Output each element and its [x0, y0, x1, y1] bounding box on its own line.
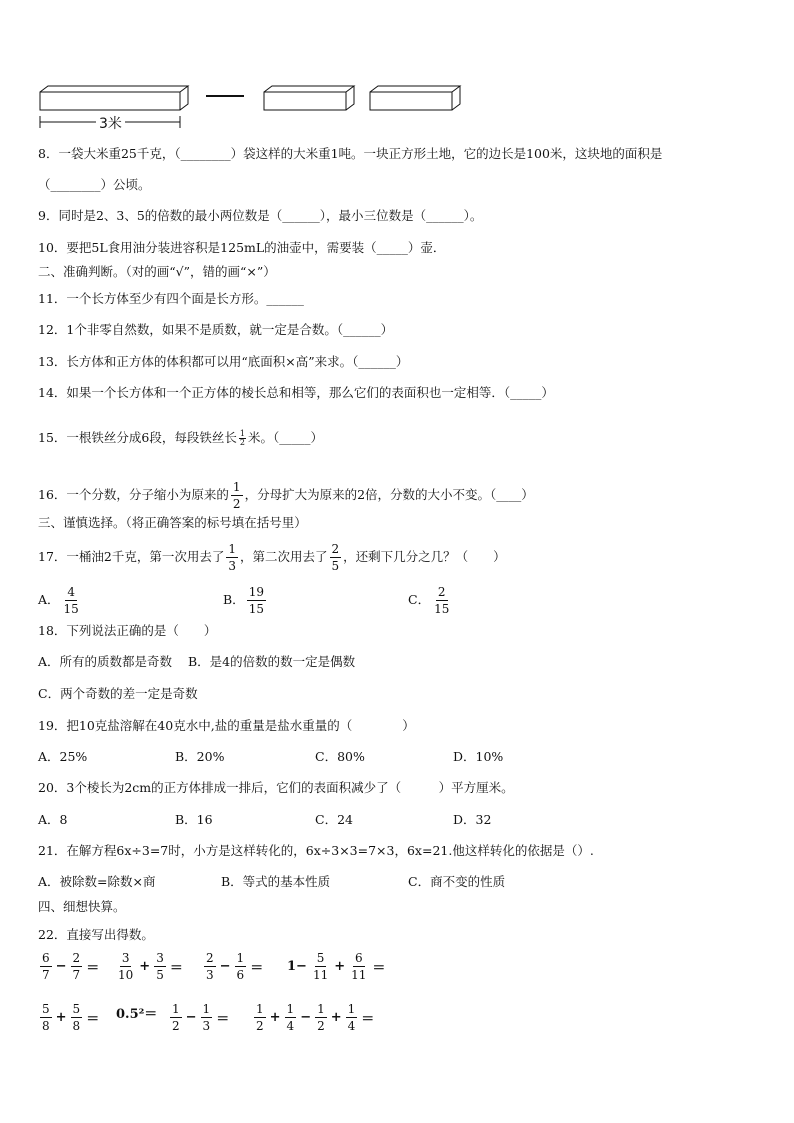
option-a[interactable]: A．25% — [38, 749, 88, 764]
fraction: $\frac{1}{3}$ — [202, 1002, 211, 1033]
q15: 15．一根铁丝分成6段，每段铁丝长 $\frac{1}{2}$ 米。（_____） — [38, 429, 323, 447]
fraction: $\frac{6}{7}$ — [42, 951, 50, 982]
fraction: $\frac{5}{8}$ — [72, 1002, 81, 1033]
q8-line2: （________）公顷。 — [38, 177, 151, 192]
q18: 18．下列说法正确的是（ ） — [38, 623, 217, 638]
calc-row-2 — [38, 1003, 758, 1043]
q20: 20．3个棱长为2cm的正方体排成一排后，它们的表面积减少了（ ）平方厘米。 — [38, 780, 514, 795]
option-b[interactable]: B．等式的基本性质 — [221, 874, 331, 889]
option-c[interactable]: C．24 — [315, 812, 353, 827]
calc-expression: 1− $\frac{5}{11}$ + $\frac{6}{11}$ ＝ — [287, 951, 386, 982]
q20-options — [38, 810, 491, 830]
q13: 13．长方体和正方体的体积都可以用“底面积×高”来求。（______） — [38, 354, 409, 369]
fraction: $\frac{1}{6}$ — [236, 951, 245, 982]
option-a[interactable]: A． $\frac{4}{15}$ — [38, 585, 79, 616]
fraction: $\frac{1}{4}$ — [286, 1002, 295, 1033]
q10: 10．要把5L食用油分装进容积是125mL的油壶中，需要装（_____）壶． — [38, 240, 446, 255]
option-a[interactable]: A．8 — [38, 812, 68, 827]
fraction: $\frac{3}{5}$ — [156, 951, 164, 982]
calc-expression: $\frac{2}{3}$ − $\frac{1}{6}$ ＝ — [206, 951, 264, 982]
option-a[interactable]: A．被除数=除数×商 — [38, 874, 156, 889]
fraction: $\frac{2}{3}$ — [206, 951, 214, 982]
fraction: $\frac{1}{3}$ — [228, 542, 236, 573]
option-c[interactable]: C．80% — [315, 749, 365, 764]
fraction: $\frac{2}{7}$ — [72, 951, 81, 982]
option-b[interactable]: B．20% — [175, 749, 225, 764]
fraction: $\frac{1}{2}$ — [172, 1002, 180, 1033]
q17: 17．一桶油2千克，第一次用去了 $\frac{1}{3}$ ，第二次用去了 $\frac{2}{5}$ ，还剩下几分之几？（ ） — [38, 542, 506, 573]
q19-options — [38, 747, 503, 767]
calc-expression: $\frac{1}{2}$ + $\frac{1}{4}$ − $\frac{1}{2}$ + $\frac{1}{4}$ ＝ — [256, 1002, 375, 1033]
option-b[interactable]: B．16 — [175, 812, 213, 827]
fraction: $\frac{1}{4}$ — [347, 1002, 356, 1033]
calc-expression: $\frac{3}{10}$ + $\frac{3}{5}$ ＝ — [118, 951, 183, 982]
option-c[interactable]: C． $\frac{2}{15}$ — [408, 585, 450, 616]
fraction: $\frac{5}{11}$ — [312, 951, 329, 982]
calc-row-1 — [38, 952, 758, 992]
fraction: $\frac{6}{11}$ — [351, 951, 367, 982]
q19: 19．把10克盐溶解在40克水中,盐的重量是盐水重量的（ ） — [38, 718, 415, 733]
q8-line1: 8．一袋大米重25千克，（________）袋这样的大米重1吨。一块正方形土地，它的边长是100米，这块地的面积是 — [38, 146, 663, 161]
q21: 21．在解方程6x÷3=7时，小方是这样转化的，6x÷3×3=7×3，6x=21.他这样转化的依据是（）. — [38, 843, 594, 858]
fraction: $\frac{1}{2}$ — [317, 1002, 325, 1033]
option-b[interactable]: B．是4的倍数的数一定是偶数 — [188, 654, 356, 669]
fraction: $\frac{1}{2}$ — [232, 480, 241, 511]
calc-expression: $\frac{6}{7}$ − $\frac{2}{7}$ ＝ — [42, 951, 100, 982]
calc-expression: 0.5²＝ — [116, 1007, 158, 1022]
fraction: $\frac{1}{2}$ — [256, 1002, 264, 1033]
q22: 22．直接写出得数。 — [38, 927, 154, 942]
fraction: $\frac{5}{8}$ — [42, 1002, 50, 1033]
section-2-heading: 二、准确判断。（对的画“√”，错的画“×”） — [38, 264, 276, 279]
q11: 11．一个长方体至少有四个面是长方形。______ — [38, 291, 304, 306]
option-d[interactable]: D．10% — [453, 749, 504, 764]
fraction: $\frac{2}{5}$ — [331, 542, 340, 573]
fraction: $\frac{3}{10}$ — [118, 951, 134, 982]
calc-expression: $\frac{5}{8}$ + $\frac{5}{8}$ ＝ — [42, 1002, 100, 1033]
q17-options — [38, 586, 453, 615]
section-3-heading: 三、谨慎选择。（将正确答案的标号填在括号里） — [38, 515, 307, 530]
q9: 9．同时是2、3、5的倍数的最小两位数是（______），最小三位数是（______）。 — [38, 208, 483, 223]
q14: 14．如果一个长方体和一个正方体的棱长总和相等，那么它们的表面积也一定相等．（_____） — [38, 385, 554, 400]
q18-option-c[interactable]: C．两个奇数的差一定是奇数 — [38, 686, 198, 701]
q12: 12．1个非零自然数，如果不是质数，就一定是合数。（______） — [38, 322, 394, 337]
q16: 16．一个分数，分子缩小为原来的 $\frac{1}{2}$ ，分母扩大为原来的2倍，分数的大小不变。（____） — [38, 480, 534, 511]
q18-options — [38, 652, 355, 672]
option-a[interactable]: A．所有的质数都是奇数 — [38, 654, 173, 669]
dimension-label: 3米 — [96, 113, 125, 133]
option-d[interactable]: D．32 — [453, 812, 492, 827]
calc-expression: $\frac{1}{2}$ − $\frac{1}{3}$ ＝ — [172, 1002, 230, 1033]
q21-options — [38, 872, 505, 892]
fraction: $\frac{1}{2}$ — [239, 429, 245, 447]
option-b[interactable]: B． $\frac{19}{15}$ — [223, 585, 264, 616]
option-c[interactable]: C．商不变的性质 — [408, 874, 506, 889]
section-4-heading: 四、细想快算。 — [38, 899, 126, 914]
